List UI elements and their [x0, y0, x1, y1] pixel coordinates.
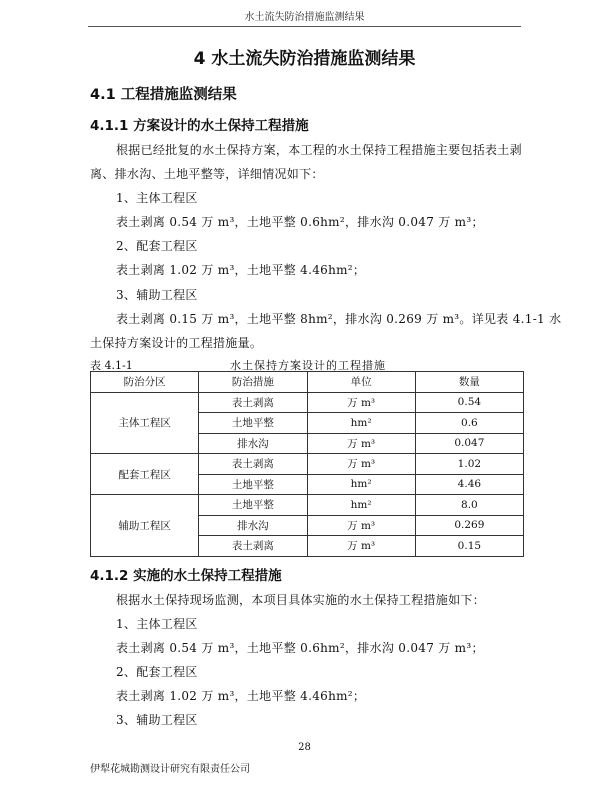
measures-table: [90, 371, 524, 557]
measure-cell: 表土剥离: [199, 454, 307, 475]
unit-cell: hm²: [307, 474, 415, 495]
column-header: 单位: [307, 372, 415, 393]
column-header: 防治措施: [199, 372, 307, 393]
zone-text: 表土剥离 1.02 万 m³，土地平整 4.46hm²；: [116, 263, 366, 277]
qty-cell: 4.46: [415, 474, 523, 495]
table-row: [91, 495, 524, 516]
unit-cell: 万 m³: [307, 536, 415, 557]
qty-cell: 0.54: [415, 392, 523, 413]
running-header: 水土流失防治措施监测结果: [244, 12, 365, 23]
zone-text: 表土剥离 0.54 万 m³，土地平整 0.6hm²，排水沟 0.047 万 m³；: [116, 641, 484, 655]
measure-cell: 排水沟: [199, 515, 307, 536]
paragraph-line: 离、排水沟、土地平整等，详细情况如下：: [90, 167, 324, 181]
zone-cell: 配套工程区: [91, 454, 199, 495]
measure-cell: 土地平整: [199, 495, 307, 516]
unit-cell: 万 m³: [307, 515, 415, 536]
measure-cell: 土地平整: [199, 474, 307, 495]
table-caption: 水土保持方案设计的工程措施: [230, 359, 386, 372]
zone-label: 1、主体工程区: [116, 191, 198, 205]
measure-cell: 排水沟: [199, 433, 307, 454]
measure-cell: 表土剥离: [199, 536, 307, 557]
section-heading-4-1: 4.1 工程措施监测结果: [90, 87, 237, 103]
column-header: 防治分区: [91, 372, 199, 393]
chapter-title: 4 水土流失防治措施监测结果: [193, 49, 416, 69]
unit-cell: 万 m³: [307, 433, 415, 454]
qty-cell: 0.269: [415, 515, 523, 536]
unit-cell: 万 m³: [307, 454, 415, 475]
table-header-row: [91, 372, 524, 393]
zone-cell: 主体工程区: [91, 392, 199, 454]
unit-cell: hm²: [307, 495, 415, 516]
qty-cell: 0.047: [415, 433, 523, 454]
unit-cell: 万 m³: [307, 392, 415, 413]
table-row: [91, 454, 524, 475]
zone-label: 1、主体工程区: [116, 617, 198, 631]
paragraph-line: 根据已经批复的水土保持方案，本工程的水土保持工程措施主要包括表土剥: [116, 143, 522, 157]
zone-text: 土保持方案设计的工程措施量。: [90, 336, 263, 350]
zone-label: 3、辅助工程区: [116, 288, 198, 302]
measure-cell: 土地平整: [199, 413, 307, 434]
section-heading-4-1-2: 4.1.2 实施的水土保持工程措施: [90, 568, 282, 584]
paragraph-line: 根据水土保持现场监测，本项目具体实施的水土保持工程措施如下：: [116, 593, 486, 607]
zone-label: 3、辅助工程区: [116, 713, 198, 727]
zone-label: 2、配套工程区: [116, 239, 198, 253]
qty-cell: 8.0: [415, 495, 523, 516]
table-row: [91, 392, 524, 413]
zone-text: 表土剥离 0.54 万 m³，土地平整 0.6hm²，排水沟 0.047 万 m³；: [116, 215, 484, 229]
zone-text: 表土剥离 1.02 万 m³，土地平整 4.46hm²；: [116, 689, 366, 703]
qty-cell: 0.15: [415, 536, 523, 557]
qty-cell: 1.02: [415, 454, 523, 475]
page-number: 28: [298, 742, 311, 753]
zone-text: 表土剥离 0.15 万 m³，土地平整 8hm²，排水沟 0.269 万 m³。详见表 4.1-1 水: [116, 312, 562, 326]
column-header: 数量: [415, 372, 523, 393]
table-number: 表 4.1-1: [90, 359, 133, 372]
measure-cell: 表土剥离: [199, 392, 307, 413]
unit-cell: hm²: [307, 413, 415, 434]
zone-label: 2、配套工程区: [116, 665, 198, 679]
company-footer: 伊犁花城勘测设计研究有限责任公司: [90, 764, 250, 775]
zone-cell: 辅助工程区: [91, 495, 199, 557]
section-heading-4-1-1: 4.1.1 方案设计的水土保持工程措施: [90, 118, 309, 134]
qty-cell: 0.6: [415, 413, 523, 434]
header-divider: [88, 26, 521, 27]
